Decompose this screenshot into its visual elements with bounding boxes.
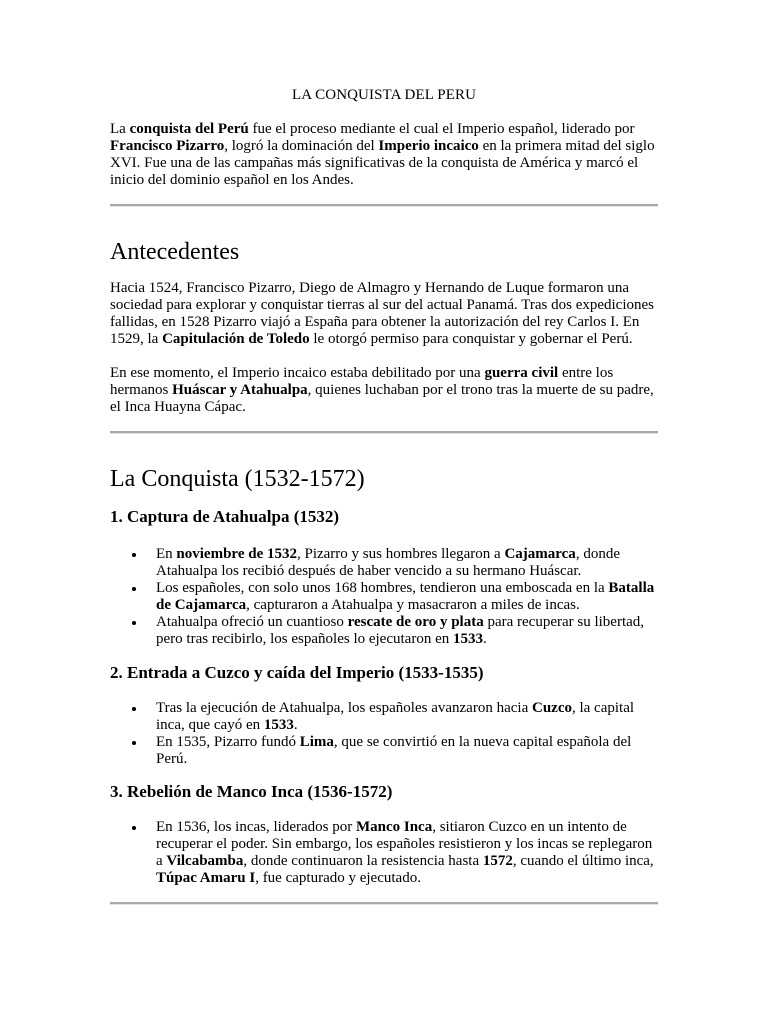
text: entre los hermanos xyxy=(110,365,614,398)
text: , fue capturado y ejecutado. xyxy=(255,870,421,886)
text: En 1536, los incas, liderados por xyxy=(156,819,356,835)
subsection-heading-captura: 1. Captura de Atahualpa (1532) xyxy=(110,507,340,526)
section-heading-conquista: La Conquista (1532-1572) xyxy=(110,466,365,492)
bold-text: Manco Inca xyxy=(355,819,433,835)
text: , cuando el último inca, xyxy=(512,853,654,869)
text: , sitiaron Cuzco en un intento de recuperar el poder. Sin embargo, los españoles resistieron y los incas se replegaron a xyxy=(156,819,653,869)
text: Atahualpa ofreció un cuantioso xyxy=(156,614,348,630)
text: , donde Atahualpa los recibió después de haber vencido a su hermano Huáscar. xyxy=(156,546,620,579)
text: Hacia 1524, Francisco Pizarro, Diego de Almagro y Hernando de Luque formaron una sociedad para explorar y conquistar tierras al sur del actual Panamá. Tras dos expediciones fallidas, en 1528 Pizarro viajó a España para obtener la autorización del rey Carlos I. En 1529, la xyxy=(110,280,654,347)
text: La xyxy=(110,121,130,137)
text: , la capital inca, que cayó en xyxy=(156,700,635,733)
intro-paragraph xyxy=(110,121,658,189)
cuzco-list xyxy=(110,700,658,768)
bold-text: Batalla de Cajamarca xyxy=(156,580,655,613)
document-title: LA CONQUISTA DEL PERU xyxy=(291,87,477,103)
horizontal-rule xyxy=(110,431,658,434)
text: En xyxy=(156,546,177,562)
text: , quienes luchaban por el trono tras la muerte de su padre, el Inca Huayna Cápac. xyxy=(110,382,654,415)
bold-text: conquista del Perú xyxy=(129,121,249,137)
text: , logró la dominación del xyxy=(224,138,379,154)
text: . xyxy=(293,717,298,733)
bold-text: Túpac Amaru I xyxy=(156,870,256,886)
text: , que se convirtió en la nueva capital española del Perú. xyxy=(156,734,632,767)
document-page xyxy=(110,86,658,905)
text: , donde continuaron la resistencia hasta xyxy=(243,853,483,869)
list-item xyxy=(110,700,658,734)
bold-text: Francisco Pizarro xyxy=(110,138,225,154)
captura-list xyxy=(110,546,658,648)
bold-text: Huáscar y Atahualpa xyxy=(172,382,308,398)
subsection-heading-rebelion: 3. Rebelión de Manco Inca (1536-1572) xyxy=(110,782,393,801)
list-item xyxy=(110,580,658,614)
horizontal-rule xyxy=(110,902,658,905)
list-item xyxy=(110,614,658,648)
subsection-heading-cuzco: 2. Entrada a Cuzco y caída del Imperio (1533-1535) xyxy=(110,663,484,682)
text: le otorgó permiso para conquistar y gobernar el Perú. xyxy=(309,331,633,347)
horizontal-rule xyxy=(110,204,658,207)
list-item xyxy=(110,819,658,887)
bold-text: 1533 xyxy=(452,631,483,647)
bold-text: 1533 xyxy=(263,717,294,733)
bold-text: Cajamarca xyxy=(504,546,576,562)
bold-text: Vilcabamba xyxy=(166,853,244,869)
section-heading-antecedentes: Antecedentes xyxy=(110,239,240,265)
bold-text: guerra civil xyxy=(484,365,559,381)
text: fue el proceso mediante el cual el Imperio español, liderado por xyxy=(248,121,635,137)
bold-text: Imperio incaico xyxy=(378,138,479,154)
list-item xyxy=(110,734,658,768)
text: En ese momento, el Imperio incaico estaba debilitado por una xyxy=(110,365,485,381)
bold-text: rescate de oro y plata xyxy=(347,614,484,630)
bold-text: noviembre de 1532 xyxy=(176,546,297,562)
list-item xyxy=(110,546,658,580)
bold-text: Capitulación de Toledo xyxy=(162,331,310,347)
text: . xyxy=(482,631,487,647)
text: , Pizarro y sus hombres llegaron a xyxy=(296,546,505,562)
antecedentes-paragraph-1 xyxy=(110,280,658,348)
text: para recuperar su libertad, pero tras recibirlo, los españoles lo ejecutaron en xyxy=(156,614,645,647)
text: En 1535, Pizarro fundó xyxy=(156,734,300,750)
text: Tras la ejecución de Atahualpa, los españoles avanzaron hacia xyxy=(156,700,532,716)
text: en la primera mitad del siglo XVI. Fue una de las campañas más significativas de la conquista de América y marcó el inicio del dominio español en los Andes. xyxy=(110,138,655,188)
rebelion-list xyxy=(110,819,658,887)
bold-text: Lima xyxy=(299,734,334,750)
text: , capturaron a Atahualpa y masacraron a miles de incas. xyxy=(246,597,580,613)
text: Los españoles, con solo unos 168 hombres, tendieron una emboscada en la xyxy=(156,580,609,596)
bold-text: Cuzco xyxy=(531,700,572,716)
bold-text: 1572 xyxy=(482,853,513,869)
antecedentes-paragraph-2 xyxy=(110,365,658,416)
